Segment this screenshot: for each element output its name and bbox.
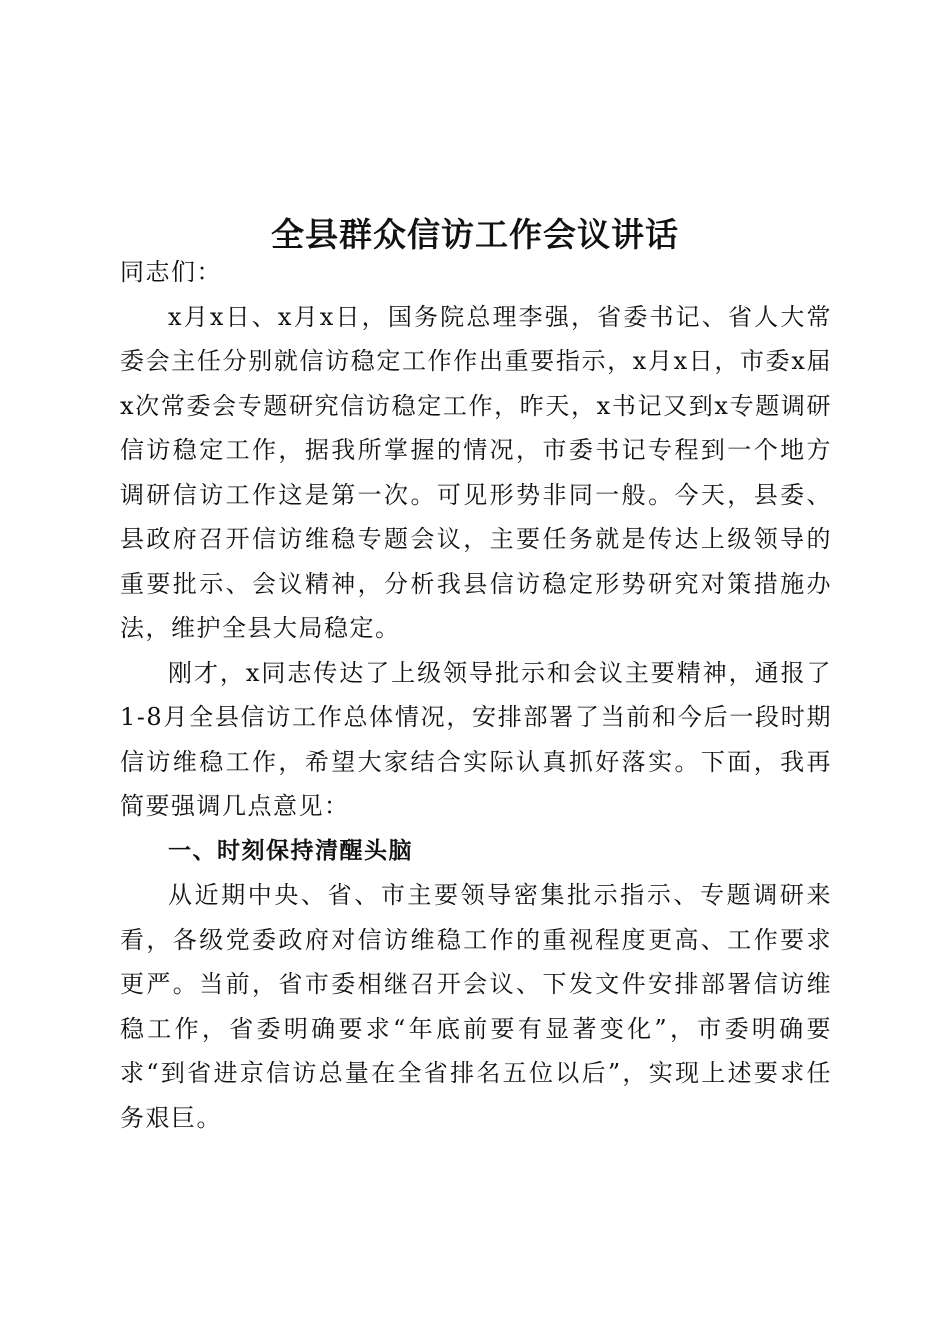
section-heading: 一、时刻保持清醒头脑: [168, 837, 413, 864]
paragraph-summary: 刚才，x同志传达了上级领导批示和会议主要精神，通报了1-8月全县信访工作总体情况，安排部署了当前和今后一段时期信访维稳工作，希望大家结合实际认真抓好落实。下面，我再简要强调几点意见：: [120, 658, 832, 820]
paragraph-section-1: 从近期中央、省、市主要领导密集批示指示、专题调研来看，各级党委政府对信访维稳工作的重视程度更高、工作要求更严。当前，省市委相继召开会议、下发文件安排部署信访维稳工作，省委明确要求“年底前要有显著变化”，市委明确要求“到省进京信访总量在全省排名五位以后”，实现上述要求任务艰巨。: [120, 881, 832, 1132]
document-title: 全县群众信访工作会议讲话: [271, 215, 679, 254]
salutation: 同志们：: [120, 258, 222, 286]
document-body: [120, 250, 832, 1140]
paragraph-intro: x月x日、x月x日，国务院总理李强，省委书记、省人大常委会主任分别就信访稳定工作作出重要指示，x月x日，市委x届x次常委会专题研究信访稳定工作，昨天，x书记又到x专题调研信访稳定工作，据我所掌握的情况，市委书记专程到一个地方调研信访工作这是第一次。可见形势非同一般。今天，县委、县政府召开信访维稳专题会议，主要任务就是传达上级领导的重要批示、会议精神，分析我县信访稳定形势研究对策措施办法，维护全县大局稳定。: [120, 302, 832, 642]
